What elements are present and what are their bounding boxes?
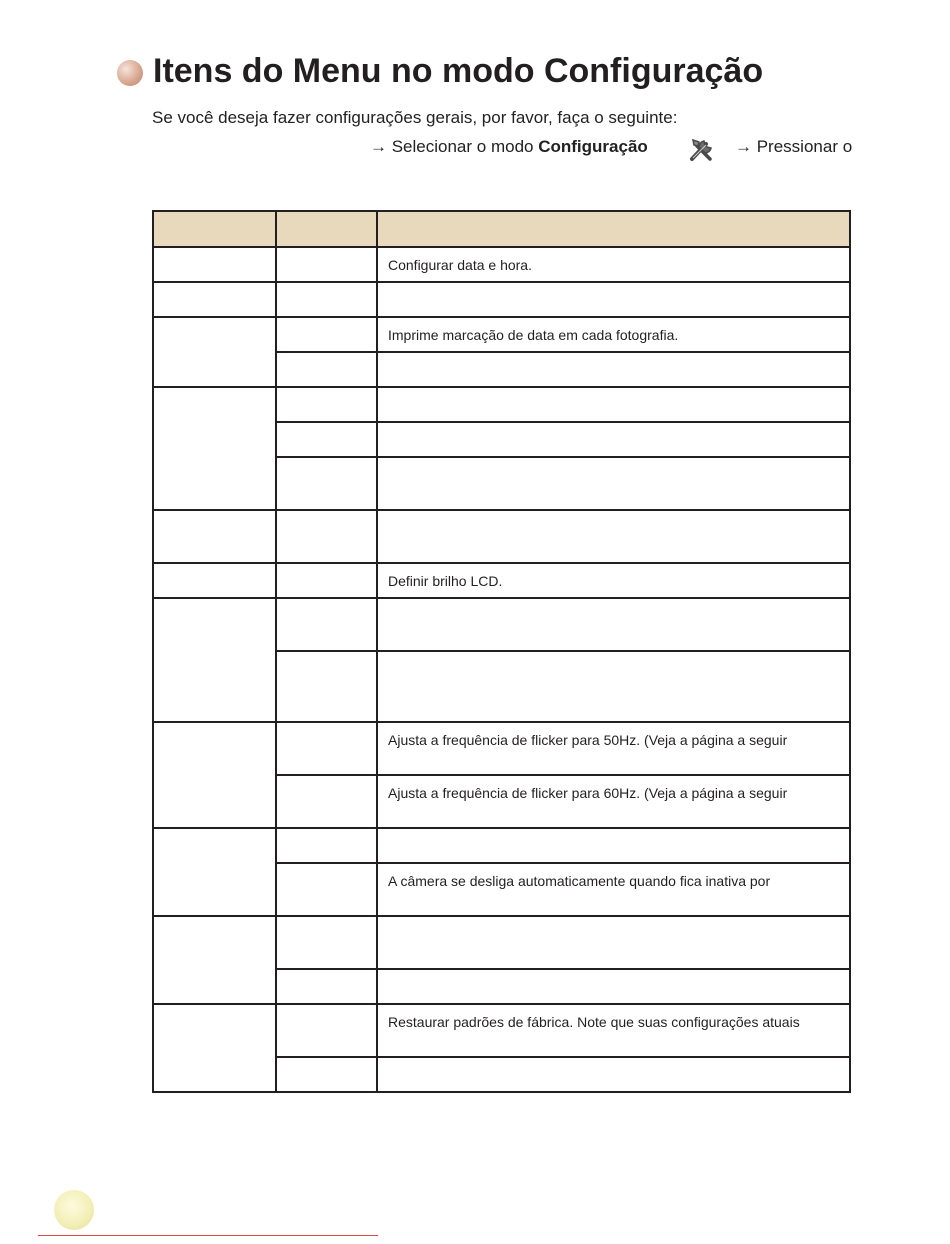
table-row [153, 722, 850, 775]
option-cell [276, 422, 377, 457]
table-row [153, 317, 850, 352]
description-cell [377, 510, 850, 563]
table-row [153, 247, 850, 282]
description-cell: Imprime marcação de data em cada fotografia. [377, 317, 850, 352]
table-row [153, 282, 850, 317]
table-header-row [153, 211, 850, 247]
table-row [153, 387, 850, 422]
description-cell [377, 457, 850, 510]
option-cell [276, 651, 377, 722]
option-cell [276, 828, 377, 863]
description-cell: Definir brilho LCD. [377, 563, 850, 598]
item-cell [153, 317, 276, 387]
description-cell [377, 651, 850, 722]
tools-icon [686, 135, 716, 163]
description-cell [377, 282, 850, 317]
description-cell: Ajusta a frequência de flicker para 60Hz. (Veja a página a seguir [377, 775, 850, 828]
option-cell [276, 1057, 377, 1092]
option-cell [276, 916, 377, 969]
option-cell [276, 1004, 377, 1057]
item-cell [153, 387, 276, 510]
table-row [153, 510, 850, 563]
step-prefix: → Selecionar o modo [370, 137, 534, 156]
description-cell [377, 969, 850, 1004]
description-cell [377, 422, 850, 457]
option-cell [276, 722, 377, 775]
page-title: Itens do Menu no modo Configuração [153, 52, 764, 90]
option-cell [276, 317, 377, 352]
description-cell: Restaurar padrões de fábrica. Note que suas configurações atuais [377, 1004, 850, 1057]
option-cell [276, 863, 377, 916]
item-cell [153, 247, 276, 282]
item-cell [153, 598, 276, 722]
description-cell: Configurar data e hora. [377, 247, 850, 282]
header-cell-option [276, 211, 377, 247]
table-row [153, 1004, 850, 1057]
description-cell [377, 916, 850, 969]
heading-bullet [117, 60, 143, 86]
description-cell: A câmera se desliga automaticamente quando fica inativa por [377, 863, 850, 916]
settings-menu-table [152, 210, 851, 1093]
option-cell [276, 775, 377, 828]
step-mode: Configuração [538, 137, 648, 156]
item-cell [153, 916, 276, 1004]
table-row [153, 563, 850, 598]
footer-divider [38, 1235, 378, 1236]
option-cell [276, 247, 377, 282]
description-cell [377, 828, 850, 863]
option-cell [276, 969, 377, 1004]
header-cell-description [377, 211, 850, 247]
item-cell [153, 828, 276, 916]
item-cell [153, 510, 276, 563]
description-cell: Ajusta a frequência de flicker para 50Hz. (Veja a página a seguir [377, 722, 850, 775]
item-cell [153, 722, 276, 828]
item-cell [153, 563, 276, 598]
table-row [153, 916, 850, 969]
header-cell-item [153, 211, 276, 247]
table-row [153, 828, 850, 863]
option-cell [276, 352, 377, 387]
description-cell [377, 352, 850, 387]
option-cell [276, 598, 377, 651]
item-cell [153, 282, 276, 317]
option-cell [276, 282, 377, 317]
option-cell [276, 563, 377, 598]
description-cell [377, 387, 850, 422]
option-cell [276, 457, 377, 510]
item-cell [153, 1004, 276, 1092]
intro-text: Se você deseja fazer configurações gerais, por favor, faça o seguinte: [152, 108, 678, 127]
option-cell [276, 510, 377, 563]
description-cell [377, 598, 850, 651]
table-row [153, 598, 850, 651]
step-instruction [370, 137, 648, 157]
description-cell [377, 1057, 850, 1092]
page-number-circle [54, 1190, 94, 1230]
step-suffix: → Pressionar o [735, 137, 853, 156]
option-cell [276, 387, 377, 422]
